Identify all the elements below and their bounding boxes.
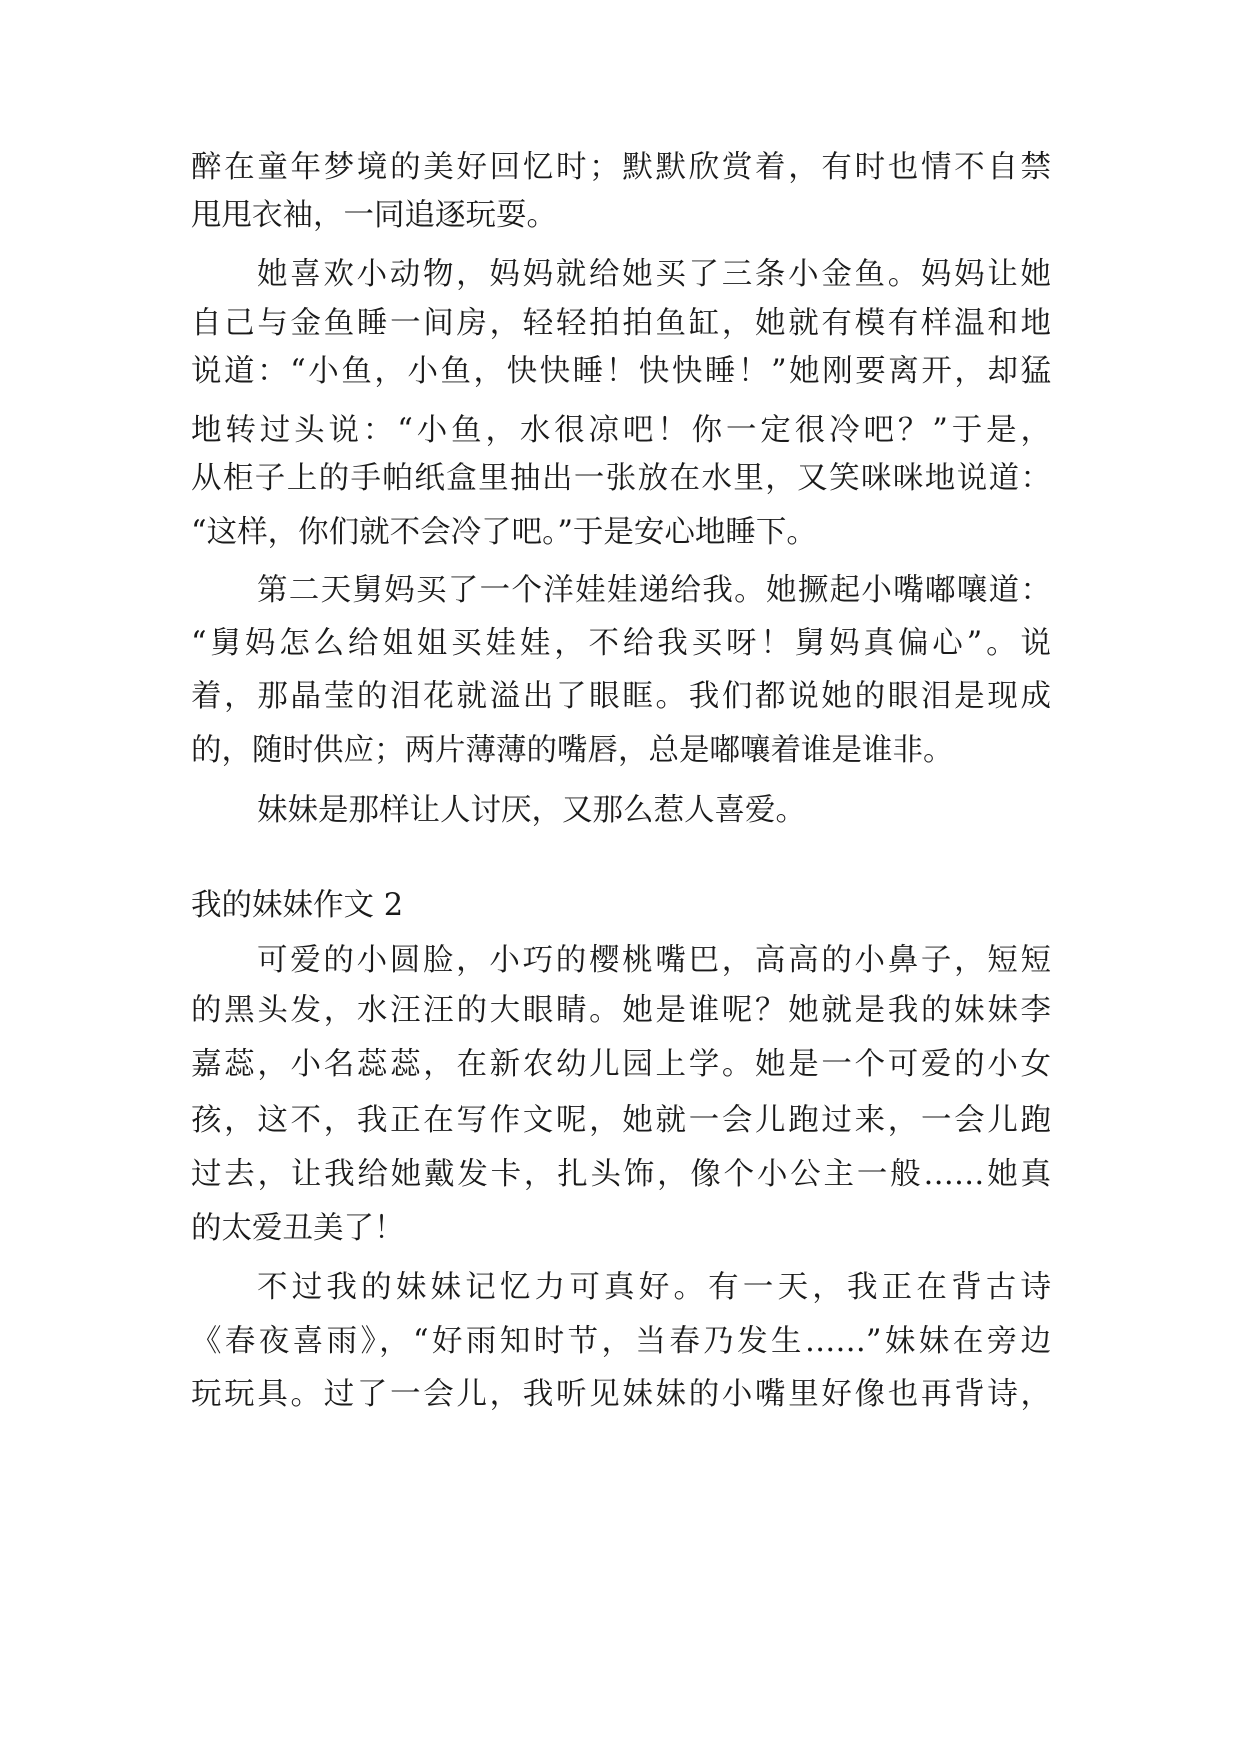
paragraph-line: 可爱的小圆脸，小巧的樱桃嘴巴，高高的小鼻子，短短 — [257, 943, 1051, 978]
paragraph-line: 的，随时供应；两片薄薄的嘴唇，总是嘟嚷着谁是谁非。 — [191, 733, 954, 768]
paragraph-line: 说道：“小鱼，小鱼，快快睡！快快睡！”她刚要离开，却猛 — [191, 354, 1051, 389]
paragraph-line: 着，那晶莹的泪花就溢出了眼眶。我们都说她的眼泪是现成 — [191, 679, 1051, 714]
paragraph-line: “舅妈怎么给姐姐买娃娃，不给我买呀！舅妈真偏心”。说 — [191, 626, 1051, 661]
paragraph-line: 不过我的妹妹记忆力可真好。有一天，我正在背古诗 — [257, 1270, 1051, 1305]
paragraph-line: 的黑头发，水汪汪的大眼睛。她是谁呢？她就是我的妹妹李 — [191, 993, 1051, 1028]
paragraph-line: 妹妹是那样让人讨厌，又那么惹人喜爱。 — [257, 793, 806, 828]
paragraph-line: 从柜子上的手帕纸盒里抽出一张放在水里，又笑咪咪地说道： — [191, 461, 1051, 496]
paragraph-line: 的太爱丑美了！ — [191, 1211, 405, 1246]
paragraph-line: 醉在童年梦境的美好回忆时；默默欣赏着，有时也情不自禁 — [191, 150, 1051, 185]
section-heading: 我的妹妹作文 2 — [191, 888, 404, 923]
paragraph-line: “这样，你们就不会冷了吧。”于是安心地睡下。 — [191, 515, 817, 550]
paragraph-line: 她喜欢小动物，妈妈就给她买了三条小金鱼。妈妈让她 — [257, 257, 1051, 292]
paragraph-line: 孩，这不，我正在写作文呢，她就一会儿跑过来，一会儿跑 — [191, 1103, 1051, 1138]
paragraph-line: 地转过头说：“小鱼，水很凉吧！你一定很冷吧？”于是， — [191, 413, 1051, 448]
paragraph-line: 第二天舅妈买了一个洋娃娃递给我。她撅起小嘴嘟嚷道： — [257, 573, 1051, 608]
paragraph-line: 过去，让我给她戴发卡，扎头饰，像个小公主一般……她真 — [191, 1157, 1051, 1192]
paragraph-line: 嘉蕊，小名蕊蕊，在新农幼儿园上学。她是一个可爱的小女 — [191, 1047, 1051, 1082]
paragraph-line: 《春夜喜雨》，“好雨知时节，当春乃发生……”妹妹在旁边 — [191, 1324, 1051, 1359]
paragraph-line: 甩甩衣袖，一同追逐玩耍。 — [191, 198, 557, 233]
paragraph-line: 玩玩具。过了一会儿，我听见妹妹的小嘴里好像也再背诗， — [191, 1377, 1051, 1412]
paragraph-line: 自己与金鱼睡一间房，轻轻拍拍鱼缸，她就有模有样温和地 — [191, 306, 1051, 341]
